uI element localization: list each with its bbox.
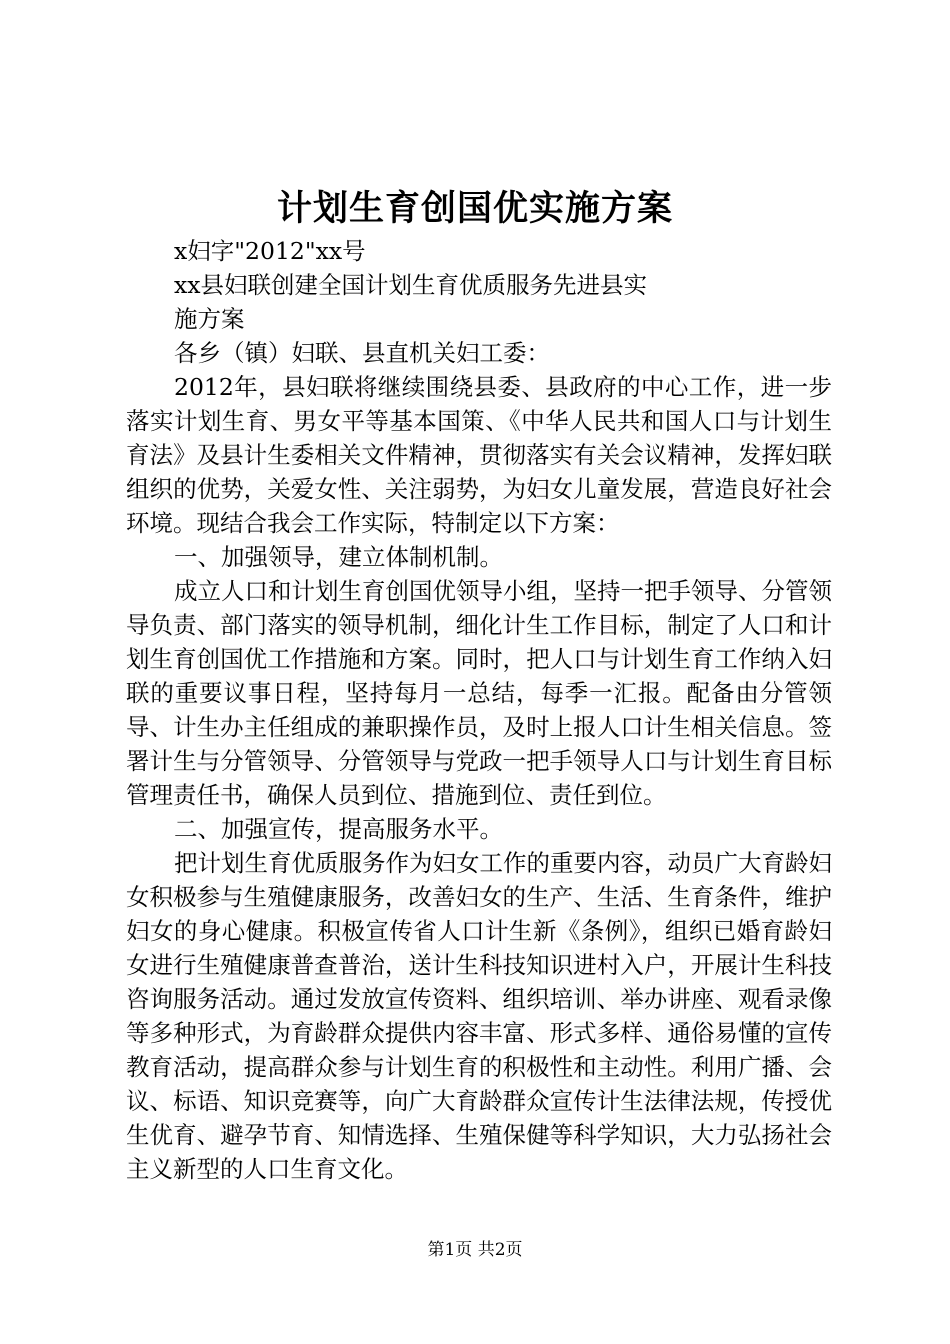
page-footer: 第1页 共2页 (427, 1240, 523, 1260)
document-body (126, 234, 832, 1186)
section-1-paragraph: 成立人口和计划生育创国优领导小组，坚持一把手领导、分管领导负责、部门落实的领导机制，细化计生工作目标，制定了人口和计划生育创国优工作措施和方案。同时，把人口与计划生育工作纳入妇联的重要议事日程，坚持每月一总结，每季一汇报。配备由分管领导、计生办主任组成的兼职操作员，及时上报人口计生相关信息。签署计生与分管领导、分管领导与党政一把手领导人口与计划生育目标管理责任书，确保人员到位、措施到位、责任到位。 (126, 577, 832, 809)
document-title: 计划生育创国优实施方案 (276, 188, 673, 229)
salutation: 各乡（镇）妇联、县直机关妇工委： (174, 339, 550, 367)
intro-paragraph: 2012年，县妇联将继续围绕县委、县政府的中心工作，进一步落实计划生育、男女平等基本国策、《中华人民共和国人口与计划生育法》及县计生委相关文件精神，贯彻落实有关会议精神，发挥妇联组织的优势，关爱女性、关注弱势，为妇女儿童发展，营造良好社会环境。现结合我会工作实际，特制定以下方案： (126, 373, 832, 537)
document-number: x妇字"2012"xx号 (174, 237, 366, 265)
doc-subtitle-line-2: 施方案 (174, 305, 245, 333)
section-heading-2: 二、加强宣传，提高服务水平。 (174, 815, 503, 843)
doc-subtitle-line-1: xx县妇联创建全国计划生育优质服务先进县实 (174, 271, 648, 299)
section-heading-1: 一、加强领导，建立体制机制。 (174, 543, 503, 571)
section-2-paragraph: 把计划生育优质服务作为妇女工作的重要内容，动员广大育龄妇女积极参与生殖健康服务，改善妇女的生产、生活、生育条件，维护妇女的身心健康。积极宣传省人口计生新《条例》，组织已婚育龄妇女进行生殖健康普查普治，送计生科技知识进村入户，开展计生科技咨询服务活动。通过发放宣传资料、组织培训、举办讲座、观看录像等多种形式，为育龄群众提供内容丰富、形式多样、通俗易懂的宣传教育活动，提高群众参与计划生育的积极性和主动性。利用广播、会议、标语、知识竞赛等，向广大育龄群众宣传计生法律法规，传授优生优育、避孕节育、知情选择、生殖保健等科学知识，大力弘扬社会主义新型的人口生育文化。 (126, 849, 832, 1183)
